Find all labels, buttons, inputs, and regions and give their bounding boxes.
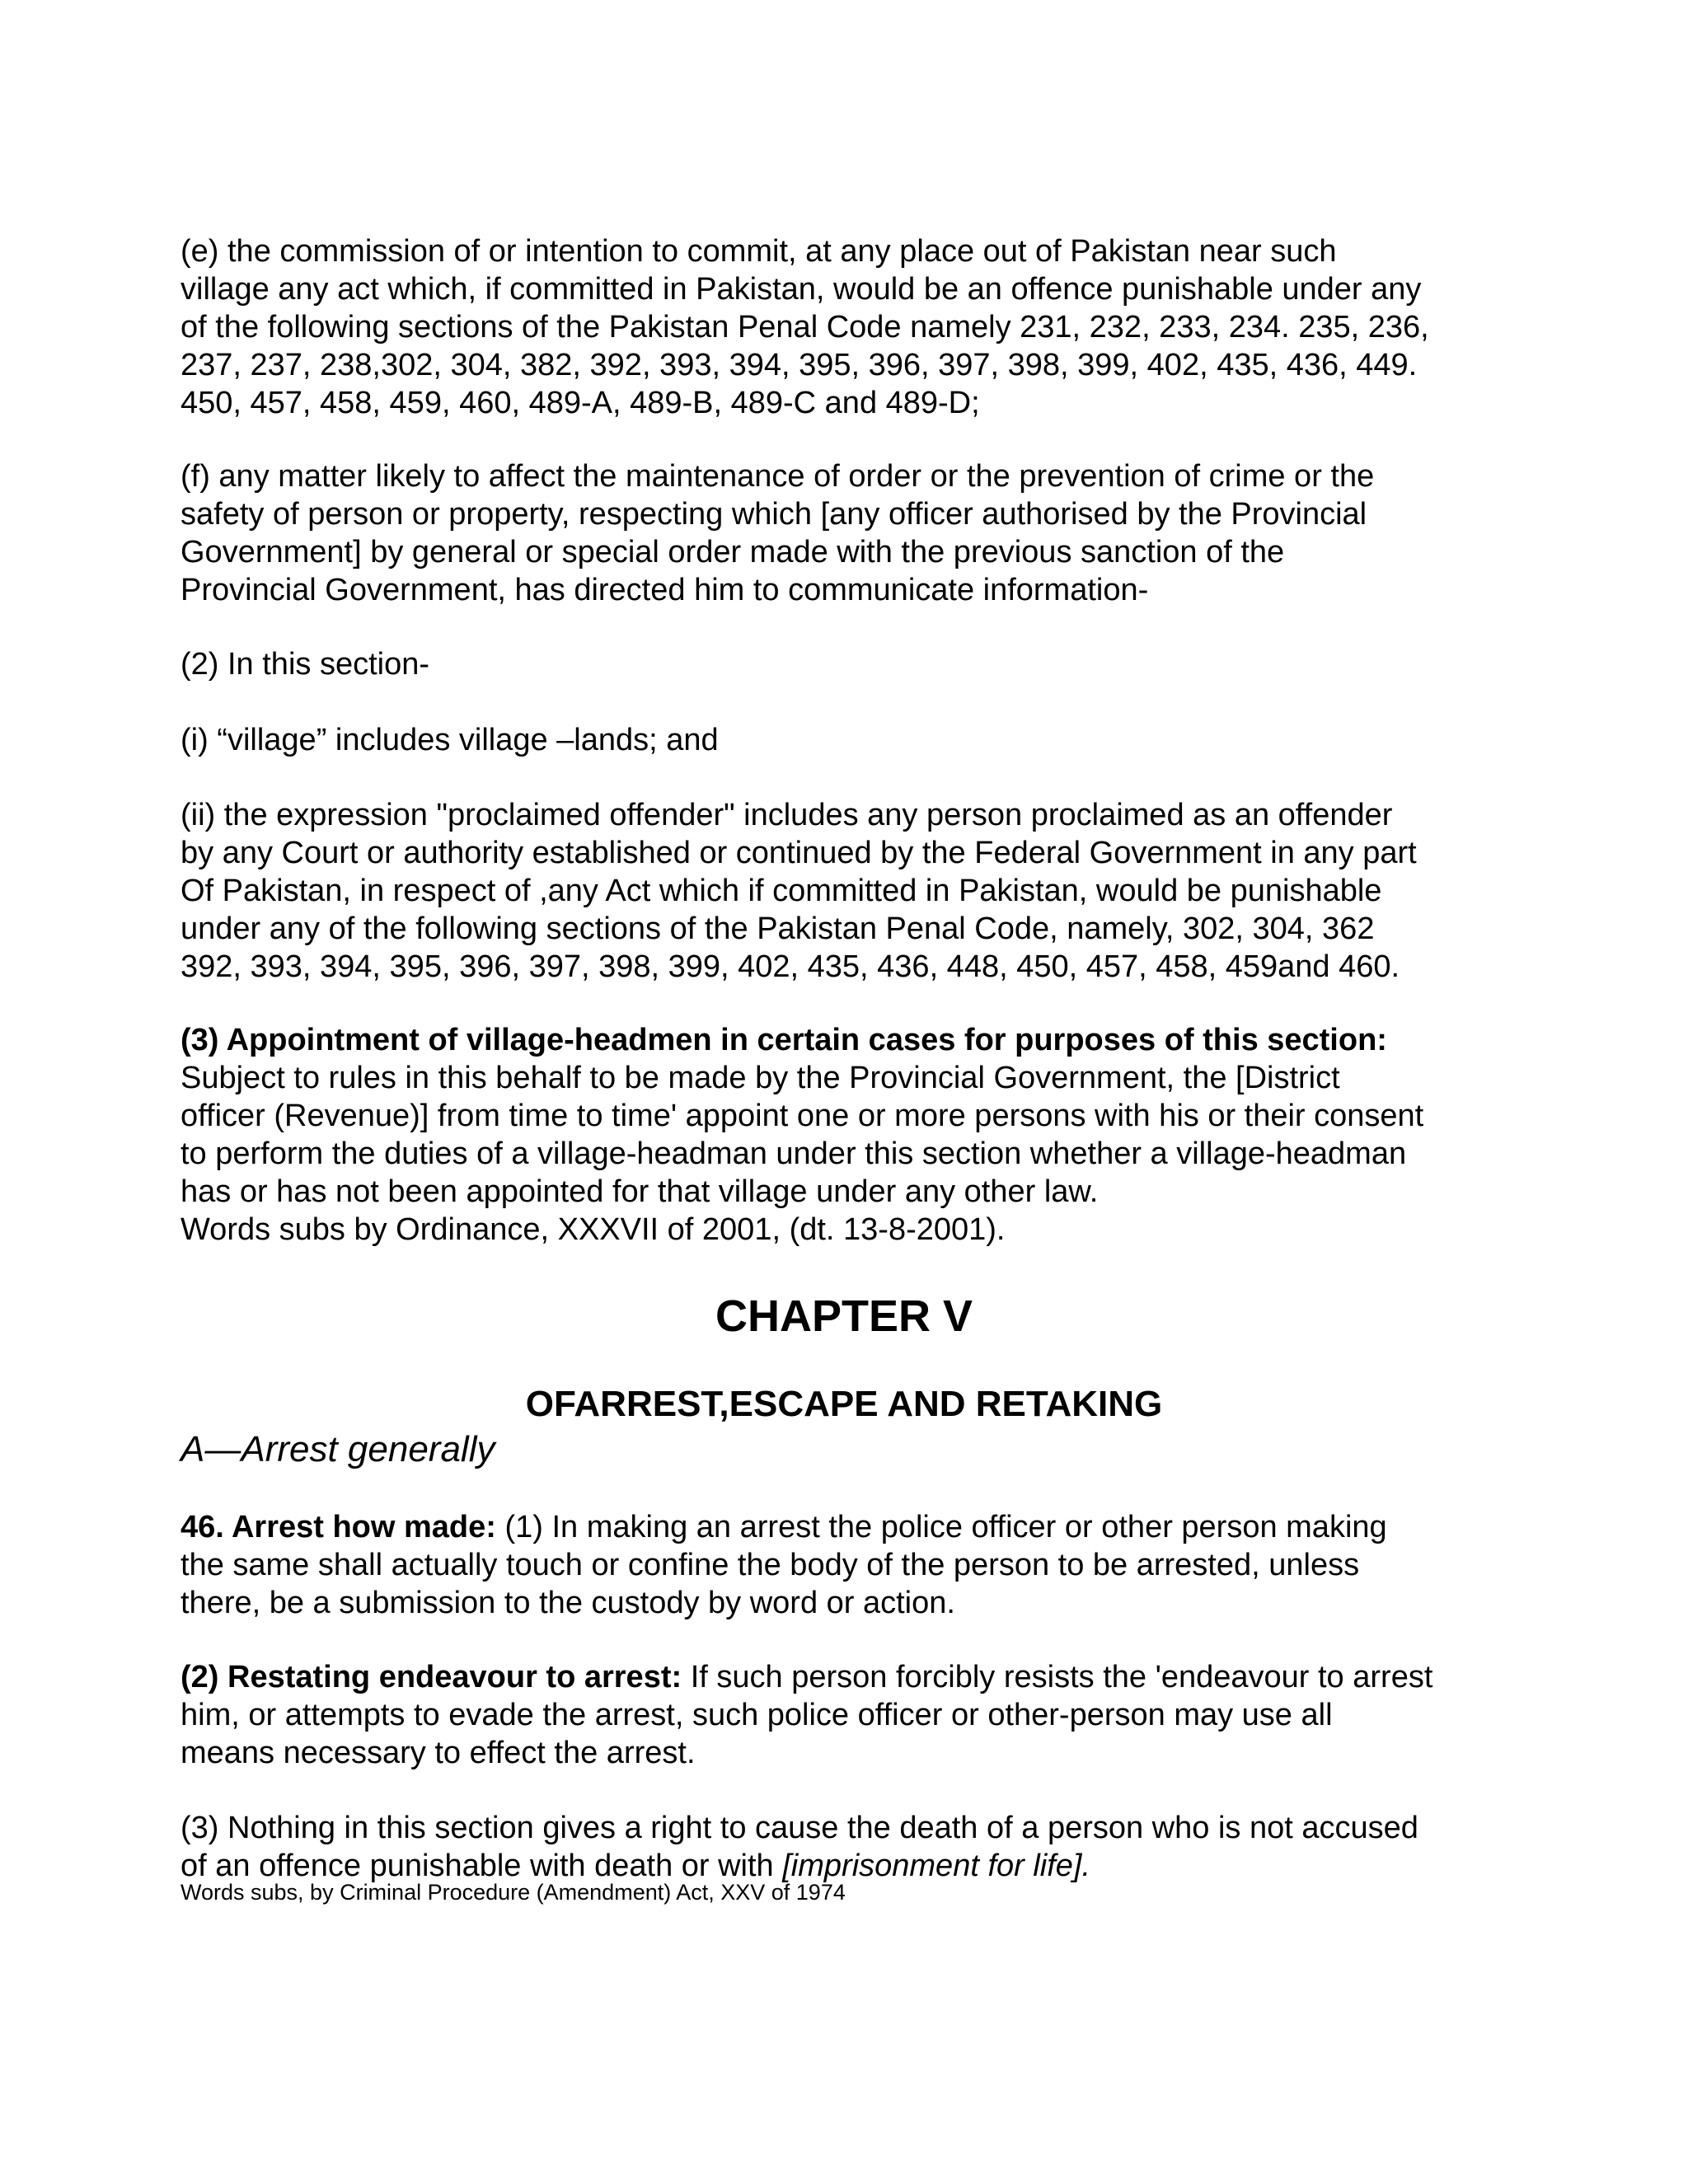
chapter-subtitle: OFARREST,ESCAPE AND RETAKING (525, 1384, 1163, 1424)
section-46-3 (181, 1809, 1532, 1885)
paragraph-f-line: (f) any matter likely to affect the maintenance of order or the prevention of crime or the (181, 459, 1375, 494)
paragraph-3-line: officer (Revenue)] from time to time' appoint one or more persons with his or their consent (181, 1099, 1424, 1133)
paragraph-f-line: Government] by general or special order made with the previous sanction of the (181, 535, 1285, 569)
section-46-2-text: If such person forcibly resists the 'endeavour to arrest (682, 1660, 1433, 1694)
paragraph-e-line: (e) the commission of or intention to commit, at any place out of Pakistan near such (181, 234, 1337, 269)
section-46-3-italic: [imprisonment for life]. (782, 1849, 1091, 1883)
section-46 (181, 1508, 1532, 1622)
paragraph-i (181, 721, 1532, 759)
paragraph-3-line: Subject to rules in this behalf to be made by the Provincial Government, the [District (181, 1061, 1340, 1095)
paragraph-2 (181, 645, 1532, 683)
paragraph-ii-line: 392, 393, 394, 395, 396, 397, 398, 399, 402, 435, 436, 448, 450, 457, 458, 459and 460. (181, 949, 1400, 984)
paragraph-e-line: 450, 457, 458, 459, 460, 489-A, 489-B, 489-C and 489-D; (181, 386, 980, 420)
paragraph-ii-line: under any of the following sections of the Pakistan Penal Code, namely, 302, 304, 362 (181, 912, 1375, 946)
paragraph-ii-line: Of Pakistan, in respect of ,any Act which if committed in Pakistan, would be punishable (181, 874, 1382, 908)
paragraph-e-line: village any act which, if committed in Pakistan, would be an offence punishable under any (181, 272, 1422, 307)
section-46-3-text: of an offence punishable with death or with (181, 1849, 783, 1883)
section-46-2-line: him, or attempts to evade the arrest, such police officer or other-person may use all (181, 1698, 1333, 1732)
paragraph-f (181, 457, 1532, 609)
chapter-title: CHAPTER V (715, 1291, 973, 1341)
paragraph-e (181, 232, 1532, 422)
paragraph-ii-line: by any Court or authority established or continued by the Federal Government in any part (181, 836, 1417, 870)
section-46-text: (1) In making an arrest the police officer or other person making (495, 1510, 1387, 1544)
paragraph-e-line: of the following sections of the Pakistan Penal Code namely 231, 232, 233, 234. 235, 236, (181, 310, 1429, 344)
paragraph-f-line: Provincial Government, has directed him to communicate information- (181, 573, 1149, 607)
paragraph-f-line: safety of person or property, respecting which [any officer authorised by the Provincial (181, 497, 1367, 532)
section-subheading: A—Arrest generally (181, 1429, 495, 1469)
section-46-line: the same shall actually touch or confine the body of the person to be arrested, unless (181, 1548, 1360, 1582)
paragraph-3-footnote: Words subs by Ordinance, XXXVII of 2001, (dt. 13-8-2001). (181, 1212, 1006, 1247)
paragraph-ii (181, 796, 1532, 986)
paragraph-ii-line: (ii) the expression "proclaimed offender" includes any person proclaimed as an offender (181, 798, 1393, 832)
section-46-2-line: means necessary to effect the arrest. (181, 1736, 696, 1770)
section-46-2-heading: (2) Restating endeavour to arrest: (181, 1660, 682, 1694)
section-46-heading: 46. Arrest how made: (181, 1510, 496, 1544)
section-46-2 (181, 1658, 1532, 1772)
footnote: Words subs, by Criminal Procedure (Amendment) Act, XXV of 1974 (181, 1880, 846, 1905)
section-46-3-line: (3) Nothing in this section gives a right to cause the death of a person who is not accused (181, 1811, 1418, 1845)
paragraph-i-text: (i) “village” includes village –lands; and (181, 723, 719, 757)
paragraph-3 (181, 1021, 1532, 1249)
paragraph-e-line: 237, 237, 238,302, 304, 382, 392, 393, 394, 395, 396, 397, 398, 399, 402, 435, 436, 449. (181, 348, 1418, 382)
paragraph-3-line: to perform the duties of a village-headman under this section whether a village-headman (181, 1137, 1407, 1171)
paragraph-3-heading: (3) Appointment of village-headmen in certain cases for purposes of this section: (181, 1023, 1387, 1057)
paragraph-2-text: (2) In this section- (181, 647, 429, 682)
paragraph-3-line: has or has not been appointed for that village under any other law. (181, 1174, 1099, 1209)
section-46-line: there, be a submission to the custody by word or action. (181, 1586, 955, 1620)
